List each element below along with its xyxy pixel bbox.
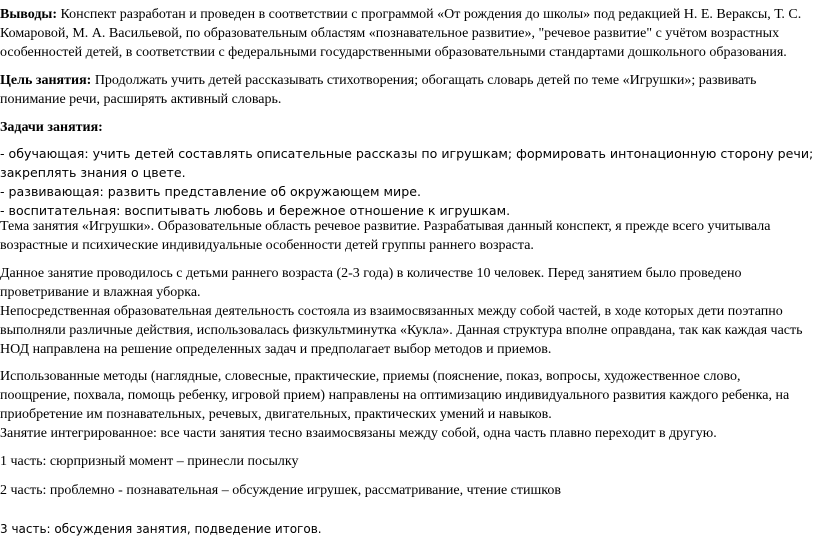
methods-paragraph: Использованные методы (наглядные, словесные, практические, приемы (пояснение, показ, вопросы, художественное слово, поощрение, похвала, помощь ребенку, игровой прием) направлены на оптимизацию индивидуального развития каждого ребенка, на приобретение им познавательных, речевых, двигательных, практических умений и навыков. — [0, 369, 790, 422]
task-line-teaching-cont: закреплять знания о цвете. — [0, 165, 186, 180]
task-line-teaching: - обучающая: учить детей составлять описательные рассказы по игрушкам; формировать интонационную сторону речи; — [0, 146, 814, 161]
goal-text: Продолжать учить детей рассказывать стихотворения; обогащать словарь детей по теме «Игрушки»; развивать понимание речи, расширять активный словарь. — [0, 73, 757, 107]
part-3-line: 3 часть: обсуждения занятия, подведение итогов. — [0, 522, 322, 536]
part-1-line: 1 часть: сюрпризный момент – принесли посылку — [0, 454, 299, 469]
part-2-line: 2 часть: проблемно - познавательная – обсуждение игрушек, рассматривание, чтение стишков — [0, 483, 561, 498]
task-line-upbringing: - воспитательная: воспитывать любовь и бережное отношение к игрушкам. — [0, 203, 511, 218]
conclusions-text: Конспект разработан и проведен в соответствии с программой «От рождения до школы» под редакцией Н. Е. Вераксы, Т. С. Комаровой, М. А. Васильевой, по образовательным областям «познавательное развитие», "речевое развитие" с учётом возрастных особенностей детей, в соответствии с федеральными государственными образовательными стандартами дошкольного образования. — [0, 7, 802, 60]
session-info-paragraph: Данное занятие проводилось с детьми раннего возраста (2-3 года) в количестве 10 человек. Перед занятием было проведено проветривание и влажная уборка. — [0, 266, 742, 300]
tasks-heading: Задачи занятия: — [0, 120, 103, 135]
goal-paragraph — [0, 71, 814, 109]
structure-paragraph: Непосредственная образовательная деятельность состояла из взаимосвязанных между собой частей, в ходе которых дети поэтапно выполняли различные действия, использовалась физкультминутка «Кукла». Данная структура вполне оправдана, так как каждая часть НОД направлена на решение определенных задач и предполагает выбор методов и приемов. — [0, 304, 803, 357]
tasks-list — [0, 144, 814, 220]
integration-paragraph: Занятие интегрированное: все части занятия тесно взаимосвязаны между собой, одна часть плавно переходит в другую. — [0, 426, 717, 441]
goal-label: Цель занятия: — [0, 73, 92, 88]
conclusions-label: Выводы: — [0, 7, 58, 22]
topic-paragraph: Тема занятия «Игрушки». Образовательные область речевое развитие. Разрабатывая данный конспект, я прежде всего учитывала возрастные и психические индивидуальные особенности детей группы раннего возраста. — [0, 219, 771, 253]
task-line-developing: - развивающая: развить представление об окружающем мире. — [0, 184, 421, 199]
conclusions-paragraph — [0, 5, 814, 62]
